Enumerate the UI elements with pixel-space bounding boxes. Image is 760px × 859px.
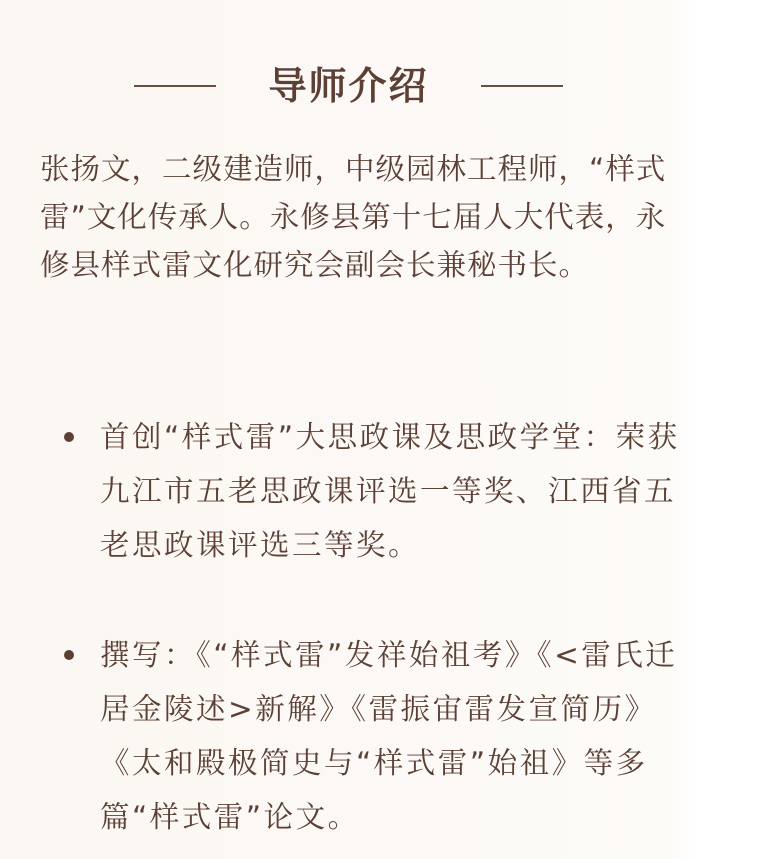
achievement-text: 首创“样式雷”大思政课及思政学堂：荣获九江市五老思政课评选一等奖、江西省五老思政课评选三等奖。 <box>100 420 680 562</box>
list-item <box>0 410 685 572</box>
section-header <box>0 58 690 118</box>
title-right-rule <box>481 85 563 87</box>
intro-paragraph: 张扬文，二级建造师，中级园林工程师，“样式雷”文化传承人。永修县第十七届人大代表，永修县样式雷文化研究会副会长兼秘书长。 <box>40 152 667 282</box>
bullet-dot-icon <box>64 432 74 442</box>
title-left-rule <box>134 85 216 87</box>
section-title: 导师介绍 <box>268 64 429 108</box>
list-item <box>0 628 685 844</box>
achievement-list <box>0 410 690 844</box>
achievement-text: 撰写：《“样式雷”发祥始祖考》《<雷氏迁居金陵述>新解》《雷振宙雷发宣简历》《太和殿极简史与“样式雷”始祖》等多篇“样式雷”论文。 <box>100 638 678 834</box>
bullet-dot-icon <box>64 650 74 660</box>
